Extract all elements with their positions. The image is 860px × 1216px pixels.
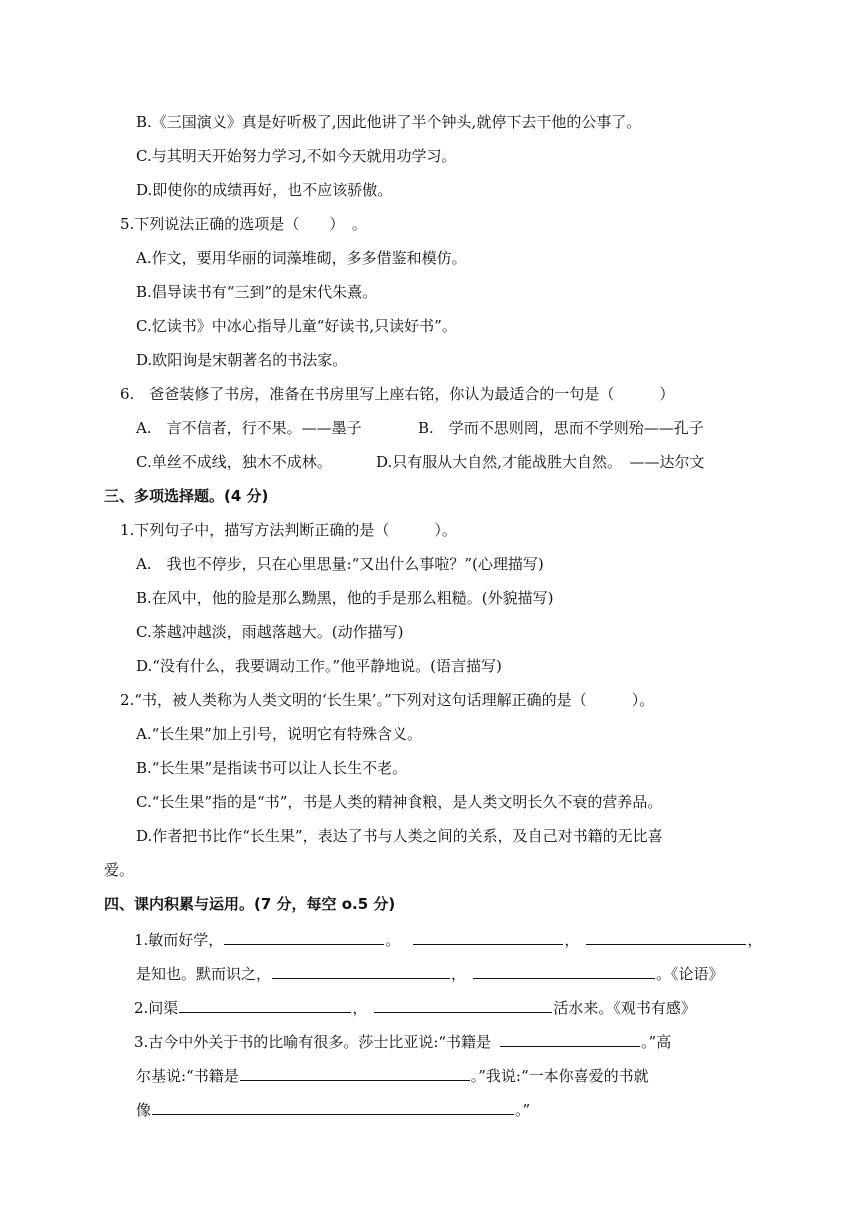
answer-blank[interactable] <box>586 928 746 945</box>
answer-blank[interactable] <box>272 962 450 979</box>
q5-option-a: A.作文，要用华丽的词藻堆砌，多多借鉴和模仿。 <box>136 249 467 267</box>
s4-q1-text-7: 。《论语》 <box>656 965 724 983</box>
answer-blank[interactable] <box>152 1098 514 1115</box>
s3-q2-option-d-line1: D.作者把书比作“长生果”，表达了书与人类之间的关系，及自己对书籍的无比喜 <box>136 827 663 845</box>
q5-stem: 5.下列说法正确的选项是（ ） 。 <box>120 215 367 233</box>
answer-blank[interactable] <box>500 1030 640 1047</box>
s4-q3-text-2: 。”高 <box>641 1033 672 1051</box>
answer-blank[interactable] <box>473 962 655 979</box>
q6-stem: 6. 爸爸装修了书房，准备在书房里写上座右铭，你认为最适合的一句是（ ） <box>120 385 675 403</box>
s4-q1-text-1: 1.敏而好学， <box>134 931 224 949</box>
s3-q1-stem: 1.下列句子中，描写方法判断正确的是（ ）。 <box>120 521 457 539</box>
s4-q3-text-5: 像 <box>136 1101 152 1119</box>
s4-q1-text-4: ， <box>747 931 763 949</box>
s4-q3-text-1: 3.古今中外关于书的比喻有很多。莎士比亚说:“书籍是 <box>134 1033 492 1051</box>
s4-q2-text-3: 活水来。《观书有感》 <box>553 999 696 1017</box>
q6-option-b: B. 学而不思则罔，思而不学则殆——孔子 <box>418 419 704 437</box>
q4-option-d: D.即使你的成绩再好，也不应该骄傲。 <box>136 181 393 199</box>
s3-q1-option-c: C.茶越冲越淡，雨越落越大。(动作描写) <box>136 623 404 641</box>
s4-q1-text-3: ， <box>564 931 580 949</box>
s4-q2-line <box>134 996 696 1018</box>
s3-q2-option-c: C.“长生果”指的是“书”，书是人类的精神食粮，是人类文明长久不衰的营养品。 <box>136 793 663 811</box>
s4-q1-line2 <box>136 962 724 984</box>
s4-q3-text-3: 尔基说:“书籍是 <box>136 1067 239 1085</box>
q5-option-b: B.倡导读书有“三到”的是宋代朱熹。 <box>136 283 378 301</box>
s4-q3-line3 <box>136 1098 530 1120</box>
s4-q1-line1 <box>134 928 762 950</box>
answer-blank[interactable] <box>413 928 563 945</box>
s4-q3-text-6: 。” <box>515 1101 531 1119</box>
s3-q1-option-b: B.在风中，他的脸是那么黝黑，他的手是那么粗糙。(外貌描写) <box>136 589 554 607</box>
q6-option-d: D.只有服从大自然,才能战胜大自然。 ——达尔文 <box>376 453 705 471</box>
answer-blank[interactable] <box>240 1064 470 1081</box>
s3-q2-option-b: B.“长生果”是指读书可以让人长生不老。 <box>136 759 408 777</box>
section-3-heading: 三、多项选择题。(4 分) <box>104 487 269 505</box>
q6-option-c: C.单丝不成线，独木不成林。 <box>136 453 332 471</box>
answer-blank[interactable] <box>374 996 552 1013</box>
s3-q2-option-a: A.“长生果”加上引号，说明它有特殊含义。 <box>136 725 422 743</box>
answer-blank[interactable] <box>224 928 384 945</box>
s3-q2-option-d-line2: 爱。 <box>104 861 135 879</box>
s4-q3-line2 <box>136 1064 649 1086</box>
s4-q3-text-4: 。”我说:“一本你喜爱的书就 <box>470 1067 649 1085</box>
s3-q2-stem: 2.“书，被人类称为人类文明的‘长生果’。”下列对这句话理解正确的是（ ）。 <box>120 691 655 709</box>
section-4-heading: 四、课内积累与运用。(7 分，每空 o.5 分) <box>104 895 396 913</box>
s4-q3-line1 <box>134 1030 671 1052</box>
s4-q1-text-2: 。 <box>385 931 401 949</box>
s3-q1-option-a: A. 我也不停步，只在心里思量:“又出什么事啦？”(心理描写) <box>136 555 544 573</box>
q4-option-b: B.《三国演义》真是好听极了,因此他讲了半个钟头,就停下去干他的公事了。 <box>136 113 642 131</box>
q5-option-c: C.忆读书》中冰心指导儿童“好读书,只读好书”。 <box>136 317 457 335</box>
s3-q1-option-d: D.“没有什么，我要调动工作。”他平静地说。(语言描写) <box>136 657 502 675</box>
s4-q2-text-2: ， <box>352 999 368 1017</box>
s4-q1-text-5: 是知也。默而识之， <box>136 965 272 983</box>
q6-option-a: A. 言不信者，行不果。——墨子 <box>136 419 362 437</box>
s4-q2-text-1: 2.问渠 <box>134 999 179 1017</box>
s4-q1-text-6: ， <box>451 965 467 983</box>
q4-option-c: C.与其明天开始努力学习,不如今天就用功学习。 <box>136 147 457 165</box>
q5-option-d: D.欧阳询是宋朝著名的书法家。 <box>136 351 348 369</box>
answer-blank[interactable] <box>179 996 351 1013</box>
